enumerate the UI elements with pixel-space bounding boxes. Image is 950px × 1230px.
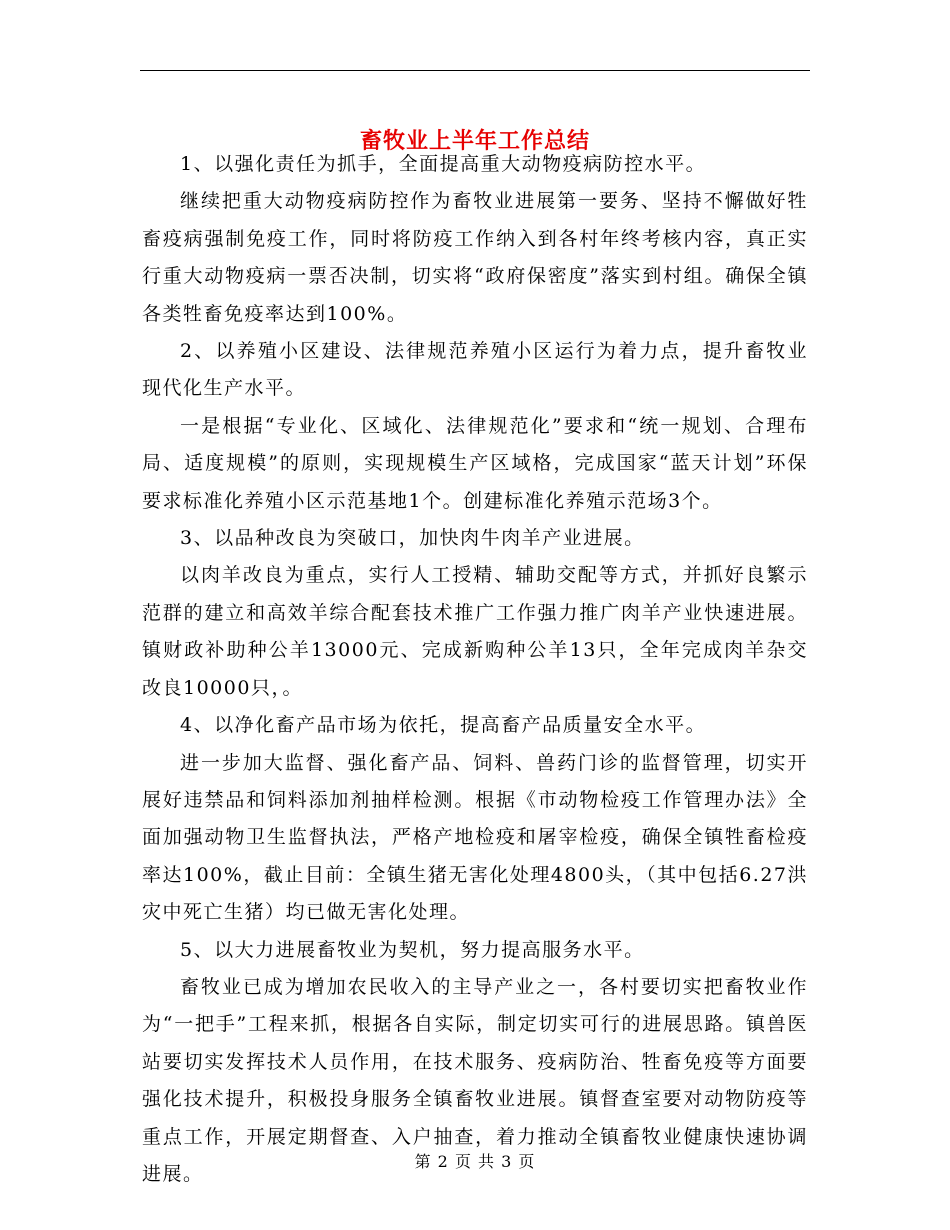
paragraph-product-safety: 进一步加大监督、强化畜产品、饲料、兽药门诊的监督管理，切实开展好违禁品和饲料添加剂抽样检测。根据《市动物检疫工作管理办法》全面加强动物卫生监督执法，严格产地检疫和屠宰检疫，确保全镇牲畜检疫率达100%，截止目前：全镇生猪无害化处理4800头，（其中包括6.27洪灾中死亡生猪）均已做无害化处理。 (142, 751, 808, 924)
paragraph-service-level: 畜牧业已成为增加农民收入的主导产业之一，各村要切实把畜牧业作为“一把手”工程来抓，根据各自实际，制定切实可行的进展思路。镇兽医站要切实发挥技术人员作用，在技术服务、疫病防治、牲畜免疫等方面要强化技术提升，积极投身服务全镇畜牧业进展。镇督查室要对动物防疫等重点工作，开展定期督查、入户抽查，着力推动全镇畜牧业健康快速协调进展。 (142, 975, 808, 1185)
document-body (142, 146, 808, 1193)
section-heading-3: 3、以品种改良为突破口，加快肉牛肉羊产业进展。 (180, 527, 645, 550)
section-heading-5: 5、以大力进展畜牧业为契机，努力提高服务水平。 (180, 938, 645, 961)
paragraph-breeding-zones: 一是根据“专业化、区域化、法律规范化”要求和“统一规划、合理布局、适度规模”的原则，实现规模生产区域格，完成国家“蓝天计划”环保要求标准化养殖小区示范基地1个。创建标准化养殖示范场3个。 (142, 414, 808, 512)
section-heading-4: 4、以净化畜产品市场为依托，提高畜产品质量安全水平。 (180, 714, 707, 737)
page-number-footer: 第 2 页 共 3 页 (414, 1152, 536, 1171)
section-heading-2: 2、以养殖小区建设、法律规范养殖小区运行为着力点，提升畜牧业现代化生产水平。 (142, 340, 808, 400)
document-title: 畜牧业上半年工作总结 (359, 127, 590, 154)
paragraph-epidemic-control: 继续把重大动物疫病防控作为畜牧业进展第一要务、坚持不懈做好牲畜疫病强制免疫工作，同时将防疫工作纳入到各村年终考核内容，真正实行重大动物疫病一票否决制，切实将“政府保密度”落实到村组。确保全镇各类牲畜免疫率达到100%。 (142, 190, 808, 325)
paragraph-breed-improvement: 以肉羊改良为重点，实行人工授精、辅助交配等方式，并抓好良繁示范群的建立和高效羊综合配套技术推广工作强力推广肉羊产业快速进展。镇财政补助种公羊13000元、完成新购种公羊13只，全年完成肉羊杂交改良10000只，。 (142, 564, 808, 699)
header-rule (140, 70, 810, 71)
section-heading-1: 1、以强化责任为抓手，全面提高重大动物疫病防控水平。 (180, 153, 707, 175)
